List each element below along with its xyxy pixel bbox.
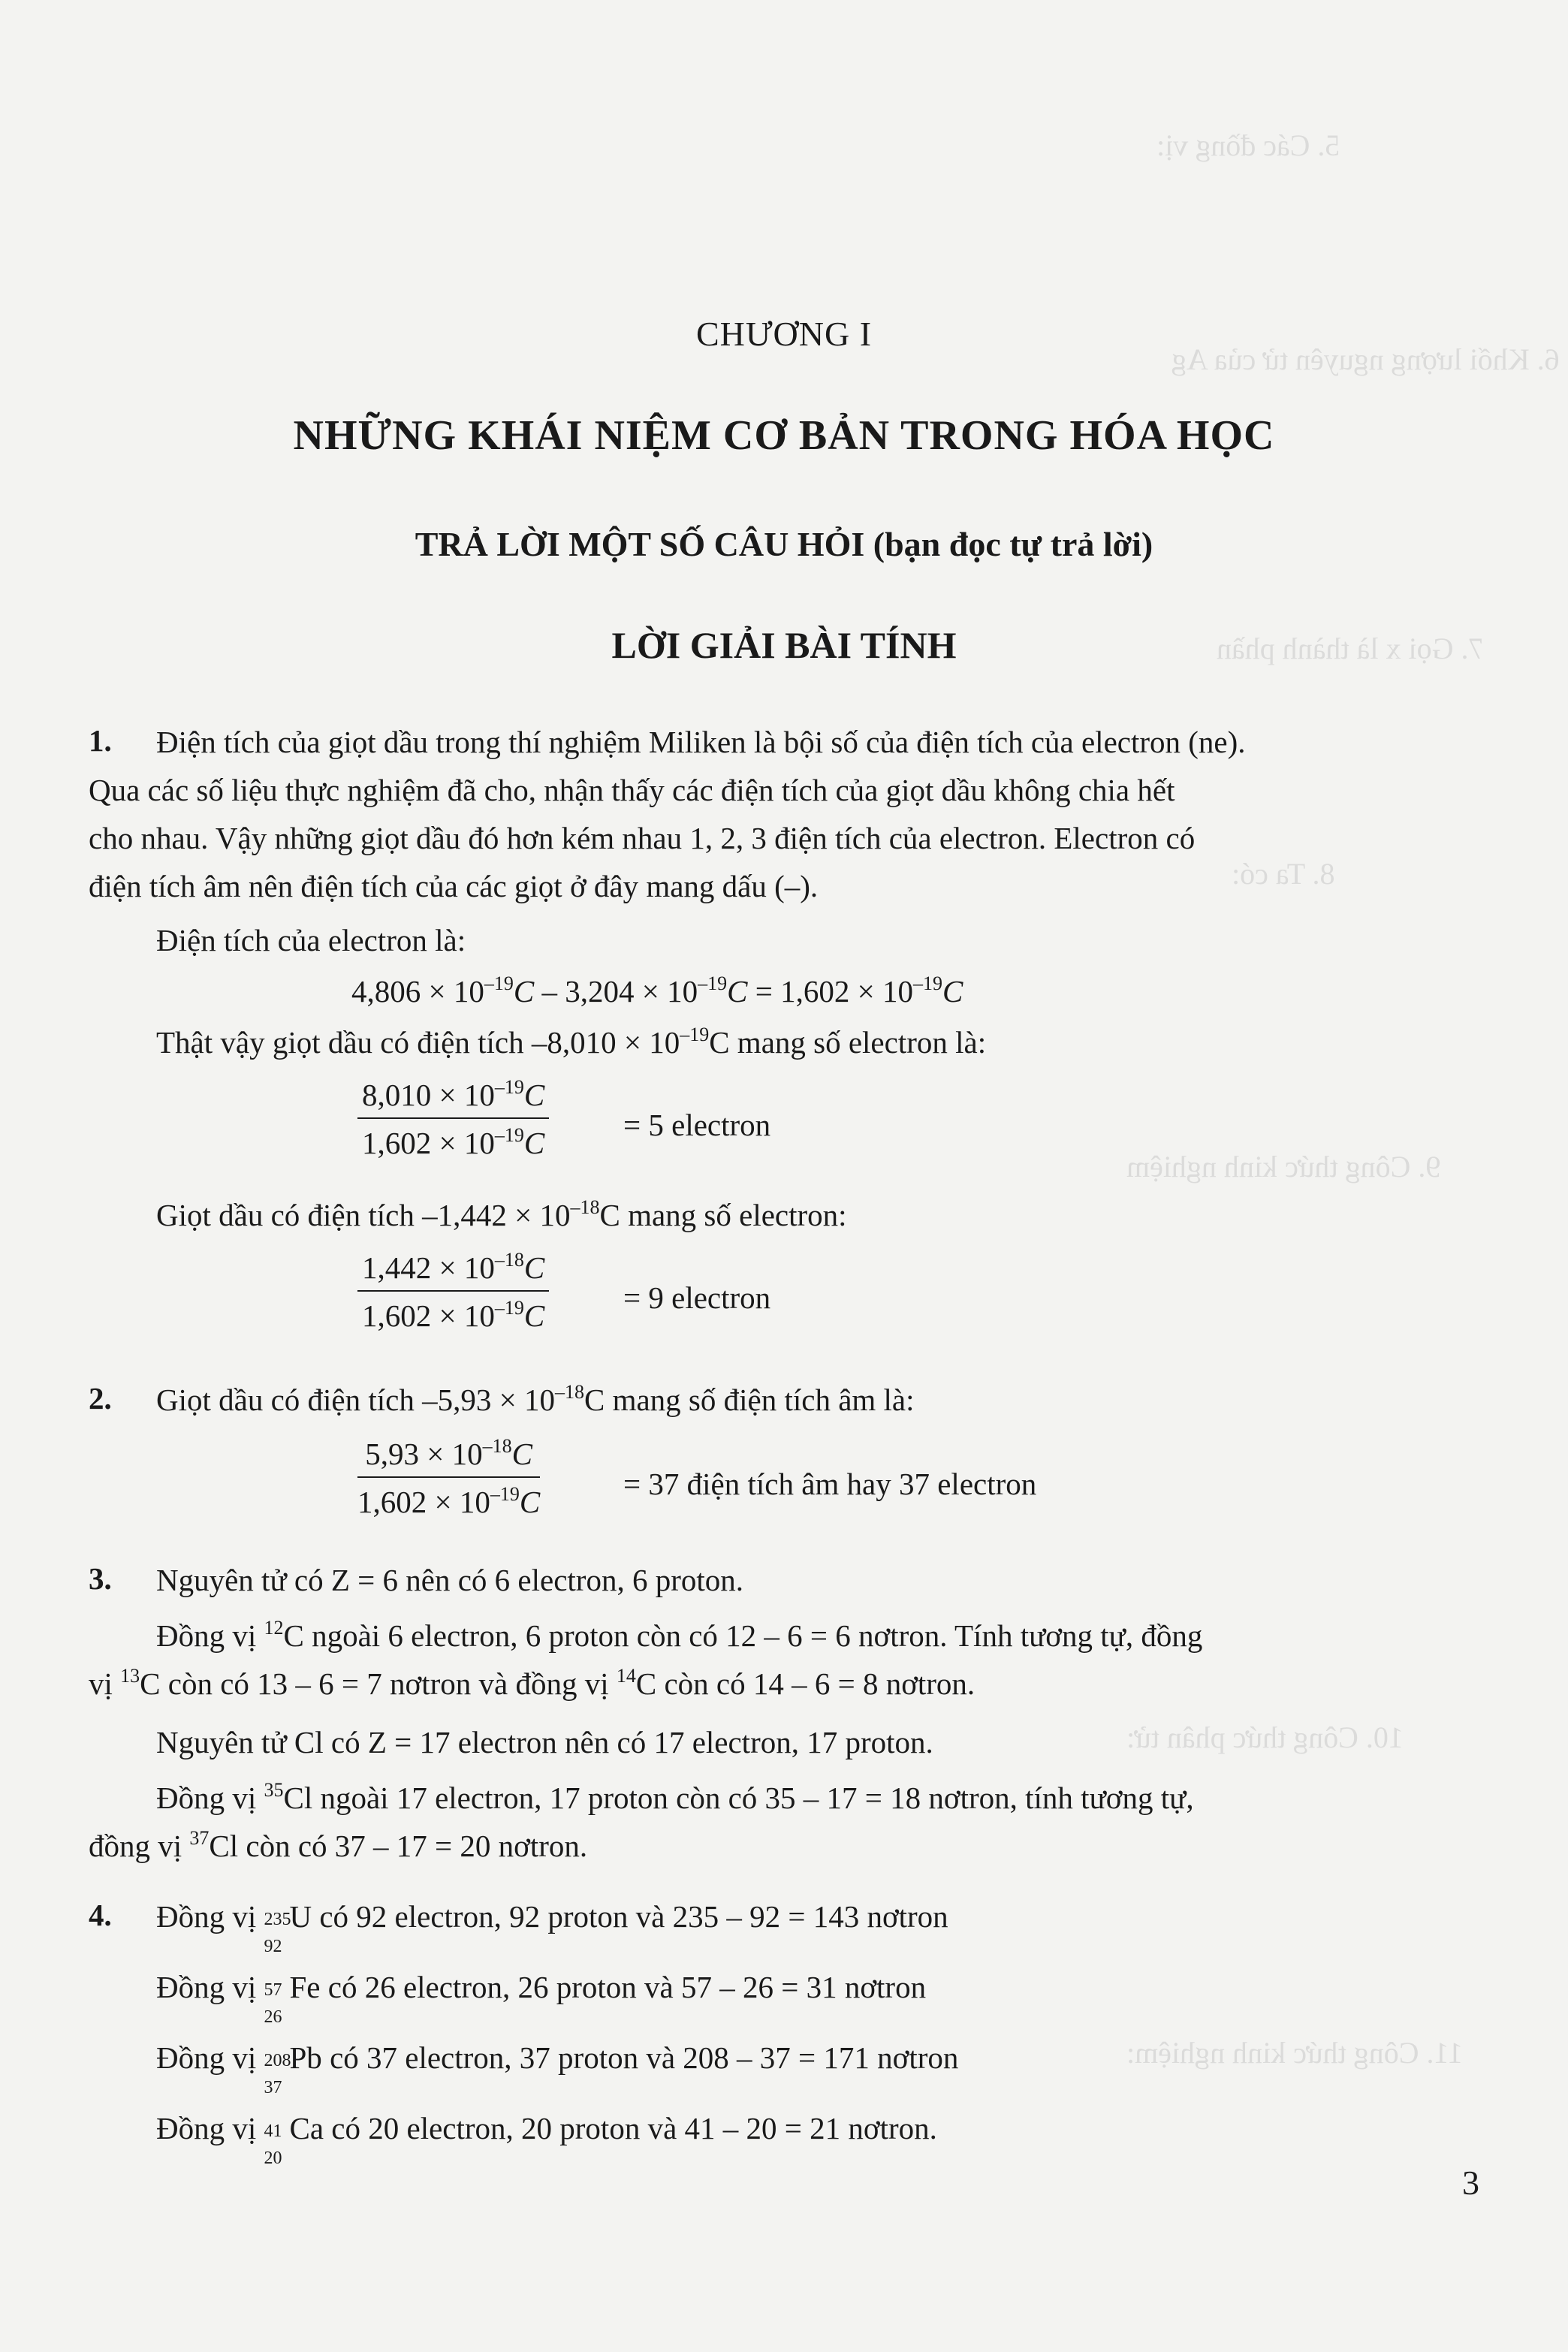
paragraph-line: Nguyên tử có Z = 6 nên có 6 electron, 6 proton. — [156, 1563, 744, 1597]
chapter-label: CHƯƠNG I — [695, 315, 873, 353]
result: = 9 electron — [623, 1280, 771, 1315]
isotope-line: Đồng vị 57 26 Fe có 26 electron, 26 proton và 57 – 26 = 31 nơtron — [156, 1970, 927, 2027]
paragraph-line: vị $^{13}$C còn có 13 – 6 = 7 nơtron và đồng vị $^{14}$C còn có 14 – 6 = 8 nơtron. — [89, 1665, 975, 1701]
paragraph-line: Đồng vị $^{12}$C ngoài 6 electron, 6 proton còn có 12 – 6 = 6 nơtron. Tính tương tự, đồng — [156, 1617, 1203, 1653]
isotope-symbol: 235 92 — [264, 1910, 291, 1956]
isotope-symbol: 41 20 — [264, 2121, 282, 2168]
show-through-text: 10. Công thức phân tử: — [1126, 1720, 1404, 1754]
equation: $4,806 \times 10^{-19}C - 3,204 \times 10^{-19}C = 1,602 \times 10^{-19}C$ — [351, 972, 963, 1009]
problem2-intro: Giọt dầu có điện tích $-5,93 \times 10^{-18}C$ mang số điện tích âm là: — [156, 1381, 915, 1417]
show-through-text: 9. Công thức kinh nghiệm — [1126, 1150, 1441, 1184]
result: = 37 điện tích âm hay 37 electron — [623, 1467, 1037, 1501]
drop1-intro: Thật vậy giọt dầu có điện tích $-8,010 \times 10^{-19}C$ mang số electron là: — [156, 1024, 987, 1060]
fraction: $\frac{1,442 \times 10^{-18}C}{1,602 \times 10^{-19}C}$ — [357, 1250, 549, 1334]
paragraph-line: Đồng vị $^{35}$Cl ngoài 17 electron, 17 proton còn có 35 – 17 = 18 nơtron, tính tương tự, — [156, 1779, 1194, 1815]
problem-number: 3. — [89, 1561, 112, 1596]
paragraph-line: Nguyên tử Cl có Z = 17 electron nên có 17 electron, 17 proton. — [156, 1725, 933, 1759]
paragraph-line: đồng vị $^{37}$Cl còn có 37 – 17 = 20 nơtron. — [89, 1827, 588, 1863]
show-through-text: 7. Gọi x là thành phần — [1217, 632, 1484, 665]
electron-charge-label: Điện tích của electron là: — [156, 923, 466, 957]
fraction: $\frac{8,010 \times 10^{-19}C}{1,602 \times 10^{-19}C}$ — [357, 1077, 549, 1161]
drop2-intro: Giọt dầu có điện tích $-1,442 \times 10^{-18}C$ mang số electron: — [156, 1196, 847, 1232]
problem-number: 1. — [89, 723, 112, 758]
paragraph-line: điện tích âm nên điện tích của các giọt ở đây mang dấu (–). — [89, 869, 819, 903]
show-through-text: 11. Công thức kinh nghiệm: — [1126, 2036, 1463, 2070]
isotope-line: Đồng vị 235 92 U có 92 electron, 92 proton và 235 – 92 = 143 nơtron — [156, 1899, 948, 1956]
show-through-text: 5. Các đồng vị: — [1156, 128, 1340, 162]
isotope-line: Đồng vị 41 20 Ca có 20 electron, 20 proton và 41 – 20 = 21 nơtron. — [156, 2111, 937, 2168]
isotope-symbol: 208 37 — [264, 2051, 291, 2097]
paragraph-line: cho nhau. Vậy những giọt dầu đó hơn kém nhau 1, 2, 3 điện tích của electron. Electron có — [89, 821, 1196, 855]
section-title: LỜI GIẢI BÀI TÍNH — [611, 624, 957, 666]
chapter-title: NHỮNG KHÁI NIỆM CƠ BẢN TRONG HÓA HỌC — [293, 412, 1275, 459]
paragraph-line: Điện tích của giọt dầu trong thí nghiệm Miliken là bội số của điện tích của electron (ne). — [156, 725, 1246, 759]
page-number: 3 — [1462, 2164, 1479, 2202]
show-through-text: 8. Ta có: — [1232, 857, 1335, 891]
fraction: $\frac{5,93 \times 10^{-18}C}{1,602 \times 10^{-19}C}$ — [357, 1435, 541, 1519]
paragraph-line: Qua các số liệu thực nghiệm đã cho, nhận thấy các điện tích của giọt dầu không chia hết — [89, 773, 1175, 807]
problem-number: 4. — [89, 1898, 112, 1932]
isotope-symbol: 57 26 — [264, 1980, 282, 2027]
section-subtitle: TRẢ LỜI MỘT SỐ CÂU HỎI (bạn đọc tự trả lời) — [415, 525, 1153, 563]
show-through-text: 6. Khối lượng nguyên tử của Ag — [1171, 342, 1560, 376]
result: = 5 electron — [623, 1108, 771, 1142]
isotope-line: Đồng vị 208 37 Pb có 37 electron, 37 proton và 208 – 37 = 171 nơtron — [156, 2040, 959, 2097]
problem-number: 2. — [89, 1381, 112, 1416]
